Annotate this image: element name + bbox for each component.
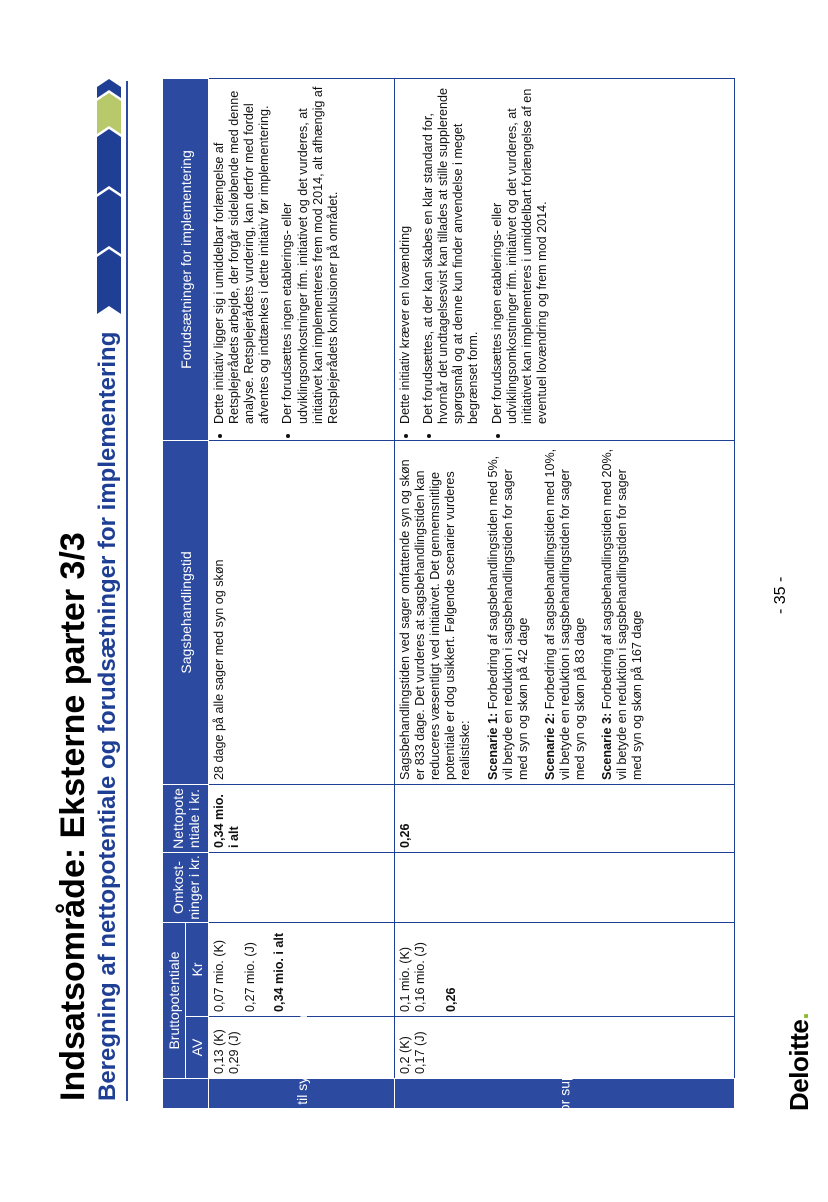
list-item: • Dette initiativ kræver en lovændring [398, 83, 413, 424]
page-title: Indsatsområde: Eksterne parter 3/3 [54, 532, 92, 1101]
header-av: AV [186, 1017, 209, 1079]
scenario-title: Scenarie 3: [600, 712, 615, 780]
list-item: • Dette initiativ ligger sig i umiddelbar forlængelse af Retsplejerådets arbejde, der forgår sideløbende med denne analyse. Retsplejerådets vurdering, kan derfor med fordel afventes og indtænkes i dette initiativ før implementering. [212, 83, 272, 424]
cell-forudsaetninger [395, 78, 735, 440]
av-value: 0,2 (K) [398, 1036, 412, 1074]
scenario-text: Forbedring af sagsbehandlingstiden med 5%, vil betyde en reduktion i sagsbehandlingstiden for sager med syn og skøn på 42 dage [485, 455, 530, 780]
logo-text: Deloitte [784, 1019, 814, 1111]
av-value: 0,17 (J) [413, 1031, 428, 1074]
kr-total: 0,26 [444, 987, 459, 1012]
header-omkost: Omkost-ninger i kr. [163, 852, 209, 922]
progress-step-1 [97, 249, 121, 314]
cell-netto: 0,34 mio. i alt [209, 784, 395, 852]
header-forudsaetninger: Forudsætninger for implementering [163, 78, 209, 440]
scenario-title: Scenarie 2: [542, 712, 557, 780]
logo-dot: . [784, 1012, 814, 1020]
cell-sagsbehandlingstid: 28 dage på alle sager med syn og skøn [209, 440, 395, 784]
table-row [395, 78, 735, 1108]
progress-chevrons [94, 0, 124, 1169]
kr-value: 0,1 mio. (K) [398, 946, 412, 1012]
av-value: 0,13 (K) [212, 1029, 226, 1074]
header-kr: Kr [186, 922, 209, 1016]
kr-value: 0,27 mio. (J) [243, 942, 258, 1012]
scenario-item [486, 445, 531, 780]
scenario-text: Forbedring af sagsbehandlingstiden med 20%, vil betyde en reduktion i sagsbehandlingstiden for sager med syn og skøn på 167 dage [600, 448, 645, 780]
forudsaetninger-list [212, 83, 341, 436]
forudsaetninger-list [398, 83, 550, 436]
cell-sagsbehandlingstid [395, 440, 735, 784]
scenario-item [600, 445, 645, 780]
title-divider [126, 81, 128, 1101]
cell-kr [209, 922, 395, 1016]
row-label-text: Frie spm. til syn og skøn [293, 1015, 310, 1168]
page-subtitle: Beregning af nettopotentiale og forudsætninger for implementering [94, 331, 121, 1101]
scenario-item [543, 445, 588, 780]
header-brutto: Bruttopotentiale [163, 922, 186, 1078]
row-label-wrapper [557, 985, 573, 1202]
av-value: 0,29 (J) [227, 1031, 242, 1074]
table-row [209, 78, 395, 1108]
list-item: • Der forudsættes ingen etablerings- eller udviklingsomkostninger ifm. initiativet og det vurderes, at initiativet kan implementeres frem mod 2014, alt afhængig af Retsplejerådets konklusioner på området. [280, 83, 340, 424]
kr-value: 0,07 mio. (K) [212, 939, 226, 1012]
corner-cell [163, 1079, 209, 1109]
list-item: • Det forudsættes, at der kan skabes en klar standard for, hvornår det undtagelsesvist kan tillades at stille supplerende spørgsmål og at denne kun finder anvendelse i meget begrænset form. [421, 83, 481, 424]
row-label-wrapper [294, 1016, 310, 1172]
progress-step-2 [97, 189, 121, 254]
list-item: • Der forudsættes ingen etablerings- eller udviklingsomkostninger ifm. initiativet og det vurderes, at initiativet kan implementeres i umiddelbart forlængelse af en eventuel lovændring og frem mod 2014. [490, 83, 550, 424]
row-label-text: Én mulighed for supplerende spm. [556, 984, 573, 1199]
cell-omkost [395, 852, 735, 922]
header-sagsbehandlingstid: Sagsbehandlingstid [163, 440, 209, 784]
kr-total: 0,34 mio. i alt [272, 932, 287, 1012]
deloitte-logo [784, 1013, 815, 1111]
progress-step-3 [97, 129, 121, 194]
cell-forudsaetninger [209, 78, 395, 440]
page-number: - 35 - [772, 576, 789, 614]
cell-netto: 0,26 [395, 784, 735, 852]
cell-omkost [209, 852, 395, 922]
header-netto: Nettopote ntiale i kr. [163, 784, 209, 852]
sagsbehandlingstid-intro: Sagsbehandlingstiden ved sager omfattende syn og skøn er 833 dage. Det vurderes at sagsbehandlingstiden kan reduceres væsentligt ved initiativet. Det gennemsnitlige potentiale er dog usikkert. Følgende scenarier vurderes realistiske: [398, 459, 473, 780]
potential-table [162, 78, 735, 1199]
progress-step-4 [97, 93, 121, 134]
scenario-text: Forbedring af sagsbehandlingstiden med 10%, vil betyde en reduktion i sagsbehandlingstiden for sager med syn og skøn på 83 dage [542, 448, 588, 780]
scenario-title: Scenarie 1: [485, 712, 500, 780]
kr-value: 0,16 mio. (J) [413, 942, 428, 1012]
